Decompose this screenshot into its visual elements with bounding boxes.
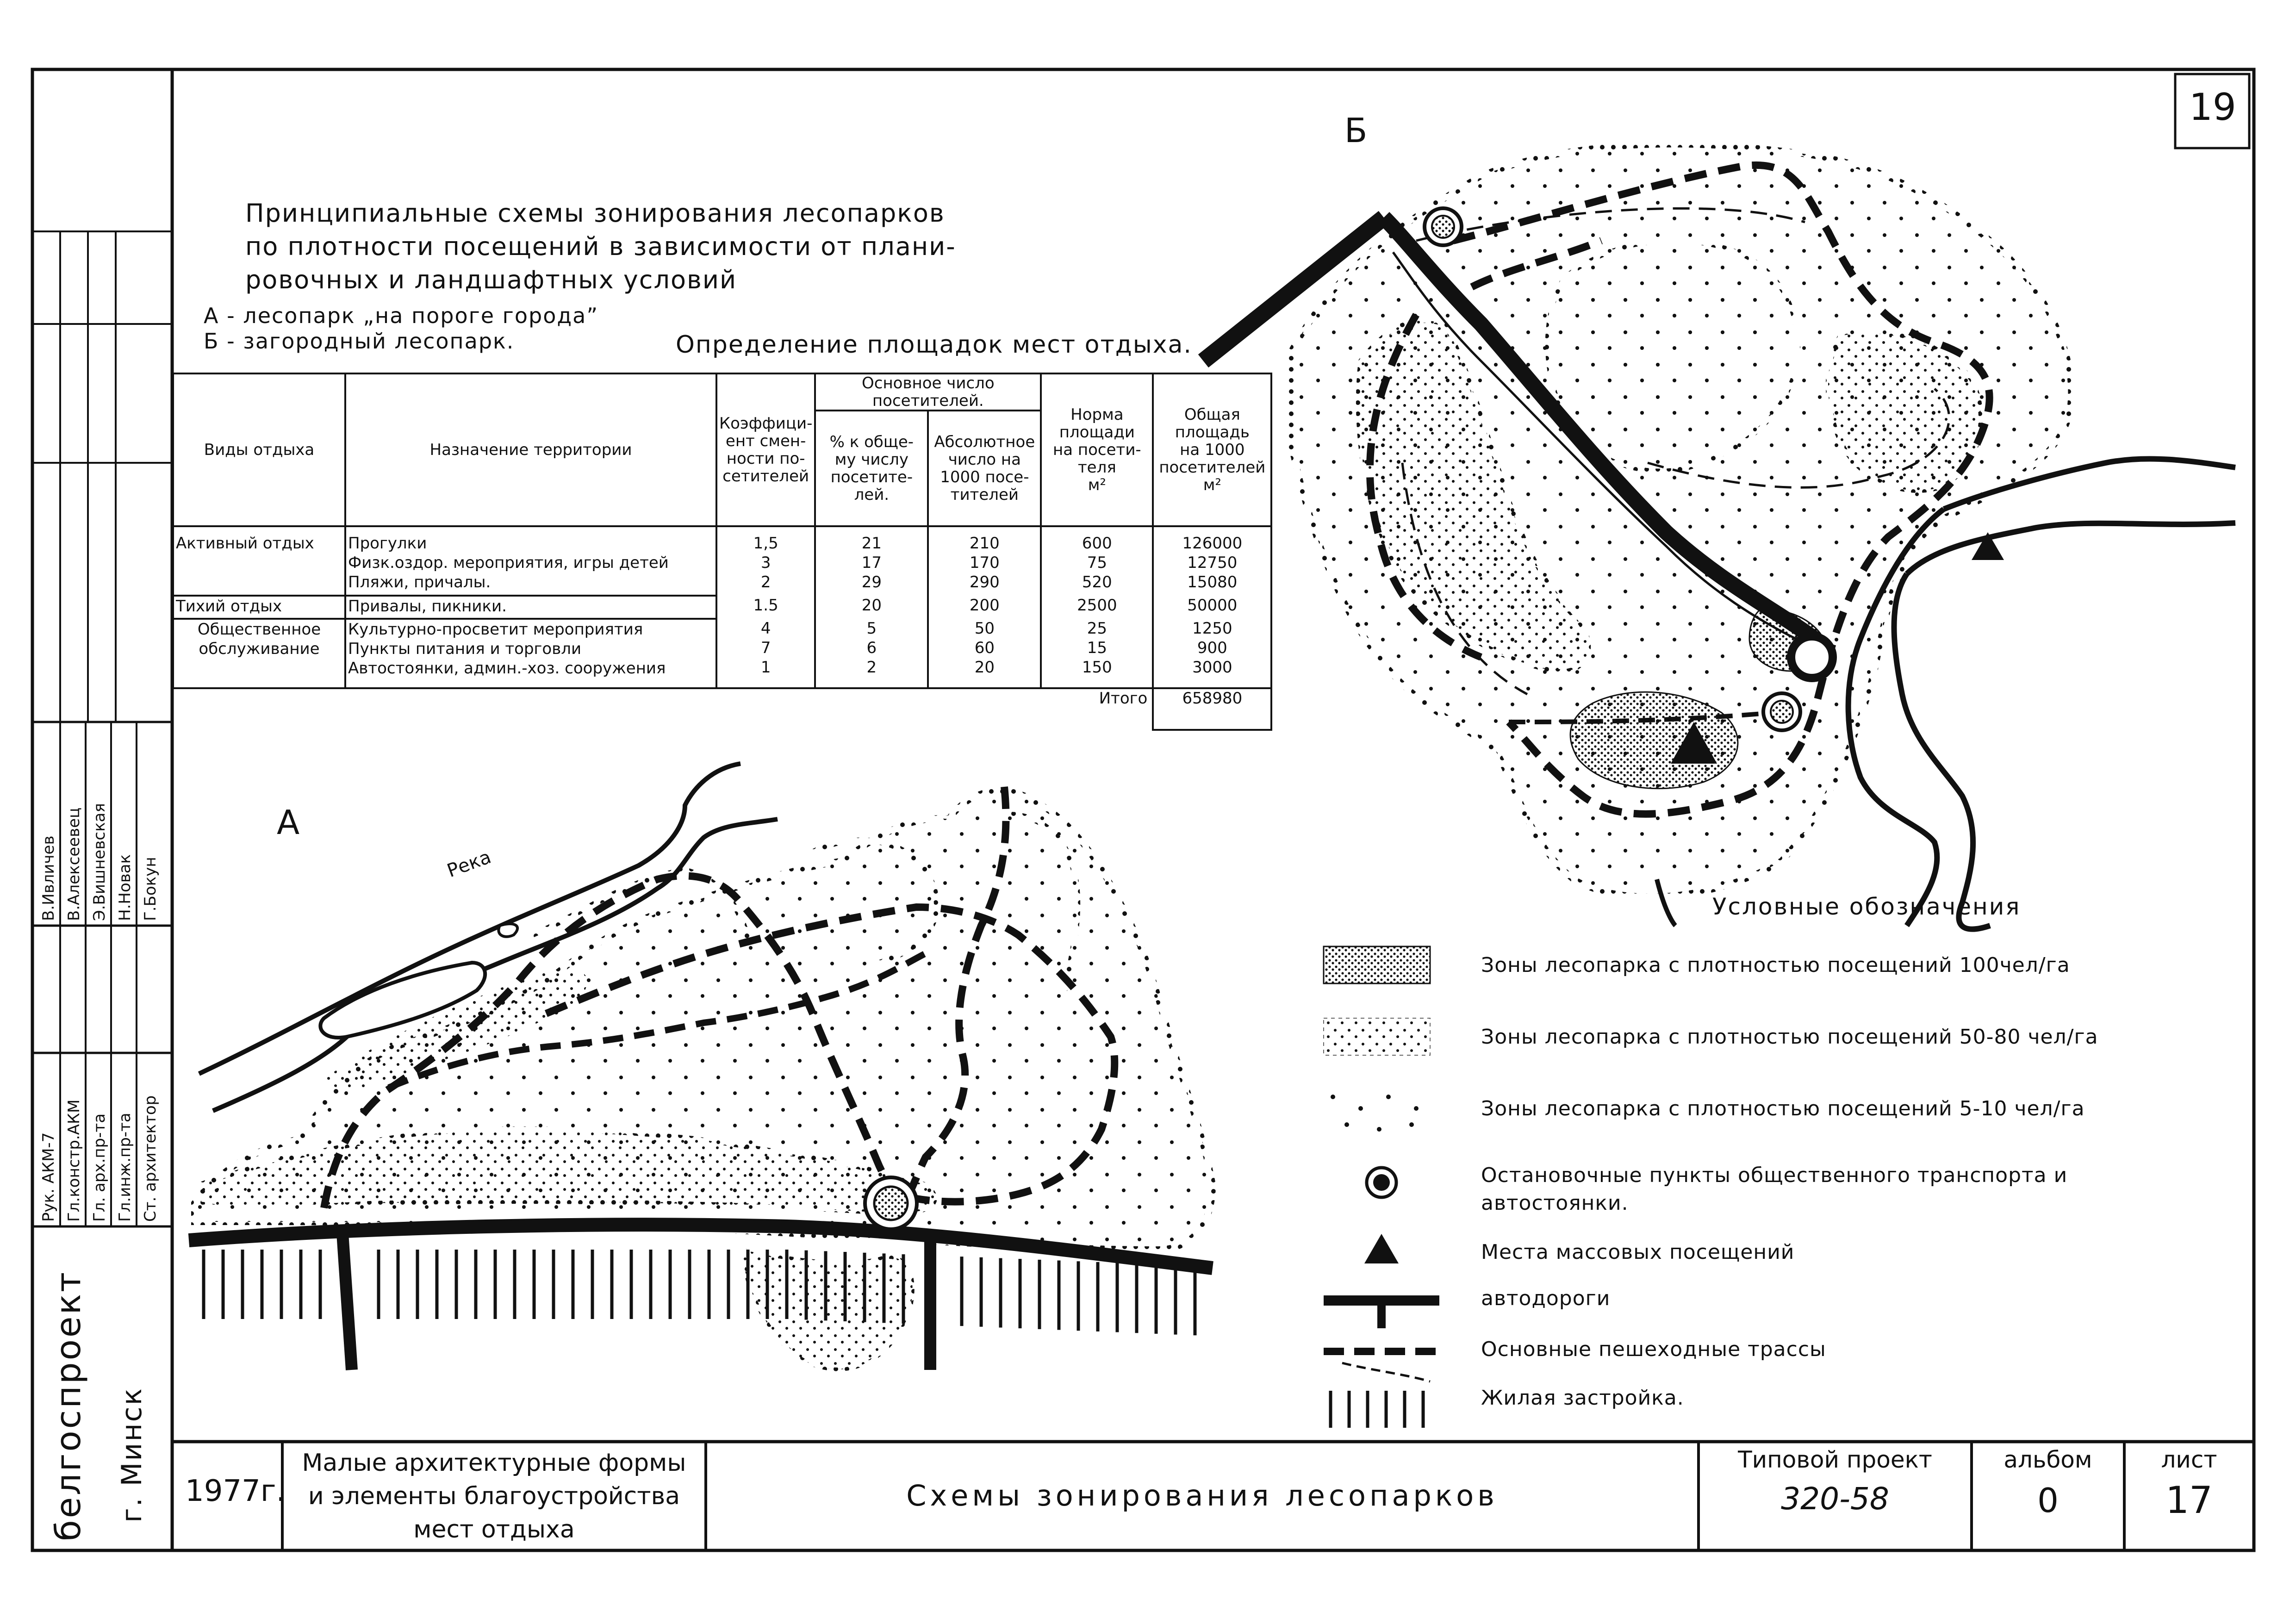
album-label: альбом	[2004, 1446, 2092, 1473]
legend-title: Условные обозначения	[1712, 893, 2021, 920]
header-norm: Норма площади на посети- теля м²	[1041, 373, 1153, 526]
map-b-label: Б	[1344, 111, 1368, 150]
table-row	[173, 619, 1271, 688]
legend-item-dense: Зоны лесопарка с плотностью посещений 100чел/га	[1481, 953, 2070, 977]
pct-cell: 5 6 2	[815, 619, 928, 688]
table-title: Определение площадок мест отдыха.	[676, 331, 1192, 359]
coef-cell: 1,5 3 2	[716, 526, 815, 596]
road-icon	[1324, 1300, 1439, 1328]
legend-item-roads: автодороги	[1481, 1287, 1611, 1310]
legend-item-stops: Остановочные пункты общественного транспорта и автостоянки.	[1481, 1164, 2068, 1215]
heading-line-3: ровочных и ландшафтных условий	[245, 265, 737, 294]
legend-symbols	[1324, 946, 1444, 1428]
page-number: 19	[2189, 86, 2236, 129]
sheet-heading	[245, 197, 956, 297]
project-number: 320-58	[1781, 1481, 1889, 1517]
subject: Малые архитектурные формы и элементы благоустройства мест отдыха	[302, 1449, 686, 1543]
abs-cell: 200	[928, 596, 1041, 619]
transport-stop-icon	[1367, 1168, 1396, 1197]
project-label: Типовой проект	[1738, 1446, 1932, 1473]
name-4: Н.Новак	[116, 854, 134, 921]
legend-item-mass-visits: Места массовых посещений	[1481, 1240, 1795, 1264]
table-row	[173, 596, 1271, 619]
header-pct: % к обще- му числу посетите- лей.	[815, 411, 928, 526]
header-purpose: Назначение территории	[345, 373, 716, 526]
rest-areas-table	[172, 373, 1272, 731]
organization-name: белгоспроект	[49, 1270, 88, 1541]
housing-icon	[1331, 1391, 1423, 1428]
sheet-label: лист	[2161, 1446, 2217, 1473]
role-1: Рук. АКМ-7	[39, 1132, 58, 1222]
header-coef: Коэффици- ент смен- ности по- сетителей	[716, 373, 815, 526]
sheet-title: Схемы зонирования лесопарков	[906, 1479, 1498, 1512]
total-cell: 50000	[1153, 596, 1271, 619]
coef-cell: 1.5	[716, 596, 815, 619]
header-total-area: Общая площадь на 1000 посетителей м²	[1153, 373, 1271, 526]
header-main-visitors: Основное число посетителей.	[815, 373, 1041, 411]
role-4: Гл.инж.пр-та	[116, 1113, 134, 1222]
purpose-cell: Культурно-просветит мероприятия Пункты питания и торговли Автостоянки, админ.-хоз. сооружения	[345, 619, 716, 688]
total-value: 658980	[1153, 688, 1271, 730]
legend-b-caption: Б - загородный лесопарк.	[204, 329, 515, 354]
name-2: В.Алексеевец	[65, 807, 83, 921]
total-cell: 126000 12750 15080	[1153, 526, 1271, 596]
album-number: 0	[2037, 1481, 2059, 1520]
role-3: Гл. арх.пр-та	[90, 1113, 109, 1222]
river-label: Река	[444, 846, 494, 882]
heading-line-1: Принципиальные схемы зонирования лесопарков	[245, 199, 945, 228]
purpose-cell: Привалы, пикники.	[345, 596, 716, 619]
map-a	[189, 764, 1213, 1370]
legend-item-housing: Жилая застройка.	[1481, 1386, 1684, 1410]
norm-cell: 25 15 150	[1041, 619, 1153, 688]
legend-item-trails: Основные пешеходные трассы	[1481, 1338, 1826, 1361]
pct-cell: 20	[815, 596, 928, 619]
header-kinds: Виды отдыха	[173, 373, 345, 526]
transport-stop-b3	[1763, 693, 1800, 730]
group-kind-quiet: Тихий отдых	[173, 596, 345, 619]
year: 1977г.	[185, 1474, 286, 1508]
dense-stipple-zone	[1324, 946, 1430, 983]
coef-cell: 4 7 1	[716, 619, 815, 688]
group-kind-public: Общественное обслуживание	[173, 619, 345, 688]
name-5: Г.Бокун	[141, 857, 160, 921]
purpose-cell: Прогулки Физк.оздор. мероприятия, игры детей Пляжи, причалы.	[345, 526, 716, 596]
norm-cell: 600 75 520	[1041, 526, 1153, 596]
name-1: В.Ивличев	[39, 835, 58, 921]
total-cell: 1250 900 3000	[1153, 619, 1271, 688]
transport-stop-b1	[1425, 208, 1462, 245]
sheet-number: 17	[2165, 1479, 2213, 1522]
heading-line-2: по плотности посещений в зависимости от плани-	[245, 232, 956, 261]
sparse-stipple-zone	[1331, 1095, 1419, 1132]
pct-cell: 21 17 29	[815, 526, 928, 596]
map-b	[1203, 144, 2235, 929]
legend-item-sparse: Зоны лесопарка с плотностью посещений 5-10 чел/га	[1481, 1097, 2085, 1120]
role-2: Гл.констр.АКМ	[65, 1099, 83, 1222]
name-3: Э.Вишневская	[90, 803, 109, 921]
abs-cell: 50 60 20	[928, 619, 1041, 688]
medium-stipple-zone	[1324, 1018, 1430, 1055]
group-kind-active: Активный отдых	[173, 526, 345, 596]
table-row	[173, 526, 1271, 596]
triangle-icon	[1364, 1234, 1399, 1263]
norm-cell: 2500	[1041, 596, 1153, 619]
transport-stop-b2	[1791, 636, 1833, 678]
dashed-path-icon	[1324, 1351, 1444, 1381]
abs-cell: 210 170 290	[928, 526, 1041, 596]
legend-item-medium: Зоны лесопарка с плотностью посещений 50-80 чел/га	[1481, 1025, 2098, 1049]
table-row-total	[173, 688, 1271, 730]
role-5: Ст. архитектор	[141, 1095, 160, 1222]
map-a-label: А	[277, 803, 300, 842]
legend-a-caption: А - лесопарк „на пороге города”	[204, 303, 599, 328]
total-label: Итого	[1099, 689, 1148, 708]
transport-stop-a	[865, 1177, 917, 1229]
header-abs: Абсолютное число на 1000 посе- тителей	[928, 411, 1041, 526]
organization-city: г. Минск	[116, 1387, 148, 1523]
